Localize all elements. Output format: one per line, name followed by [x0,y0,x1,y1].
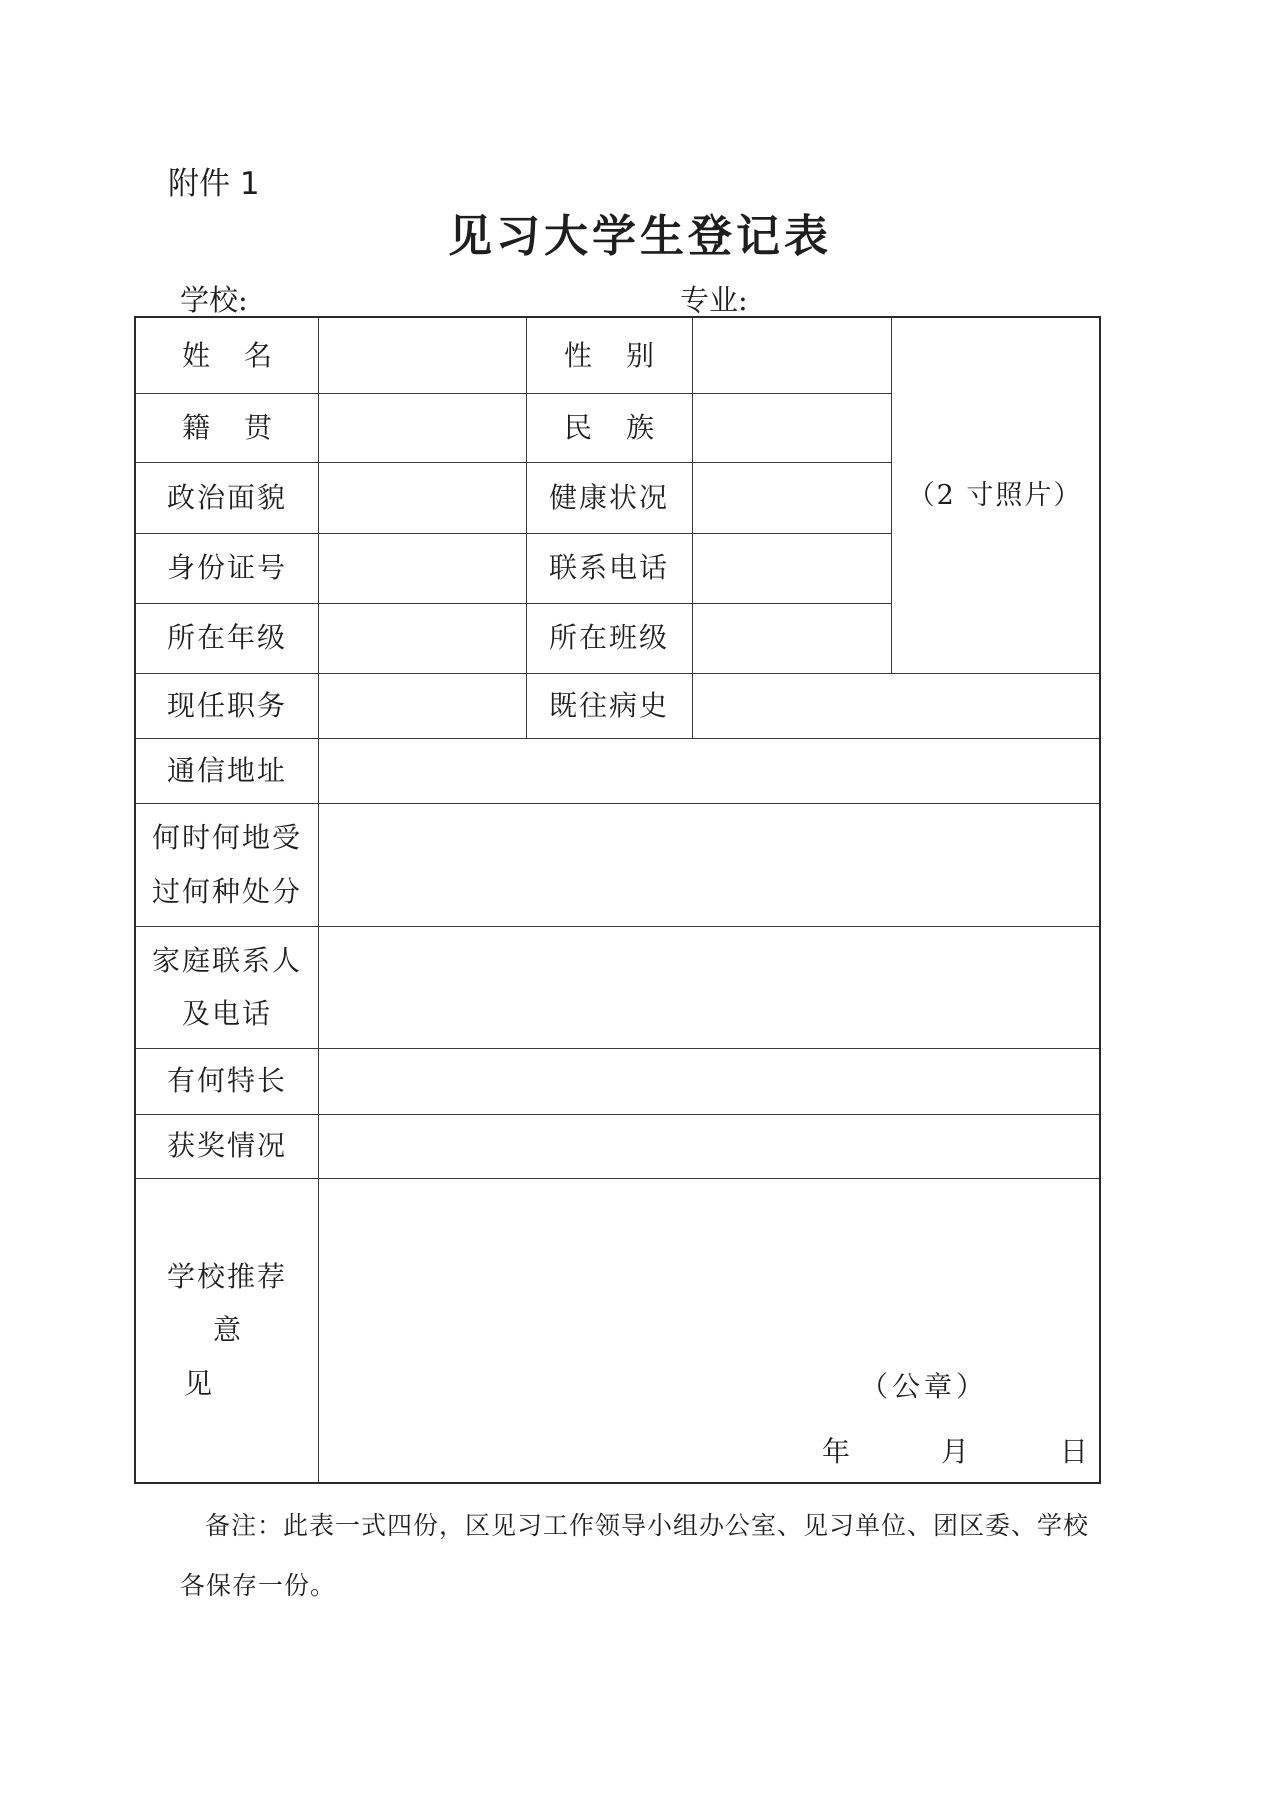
date-year: 年 [822,1435,851,1468]
medical-history-label: 既往病史 [548,688,669,722]
native-place-label: 籍贯 [181,410,306,444]
registration-form-table [134,316,1101,1484]
name-label: 姓名 [181,338,306,372]
footnote-line-2: 各保存一份。 [180,1571,337,1600]
address-label: 通信地址 [166,753,287,787]
photo-placeholder: （2 寸照片） [907,479,1083,511]
political-status-label: 政治面貌 [166,480,287,514]
attachment-label: 附件 1 [168,166,260,202]
grade-label: 所在年级 [166,621,287,655]
school-recommendation-label: 学校推荐 意见 [166,1260,299,1400]
date-month: 月 [940,1435,969,1468]
class-label: 所在班级 [548,621,669,655]
school-label: 学校: [180,283,248,317]
footnote-line-1: 备注：此表一式四份，区见习工作领导小组办公室、见习单位、团区委、学校 [205,1511,1090,1540]
discipline-label: 何时何地受 过何种处分 [151,821,302,908]
official-seal-label: （公章） [860,1370,989,1403]
phone-label: 联系电话 [548,551,669,585]
date-day: 日 [1059,1435,1088,1468]
health-label: 健康状况 [548,480,669,514]
ethnicity-label: 民族 [563,410,688,444]
awards-label: 获奖情况 [166,1129,287,1163]
form-title: 见习大学生登记表 [448,211,832,262]
family-contact-label: 家庭联系人 及电话 [151,943,302,1030]
position-label: 现任职务 [166,688,287,722]
specialty-label: 有何特长 [166,1064,287,1098]
major-label: 专业: [680,283,748,317]
id-number-label: 身份证号 [166,551,287,585]
gender-label: 性别 [563,338,688,372]
date-line [822,1430,1088,1470]
